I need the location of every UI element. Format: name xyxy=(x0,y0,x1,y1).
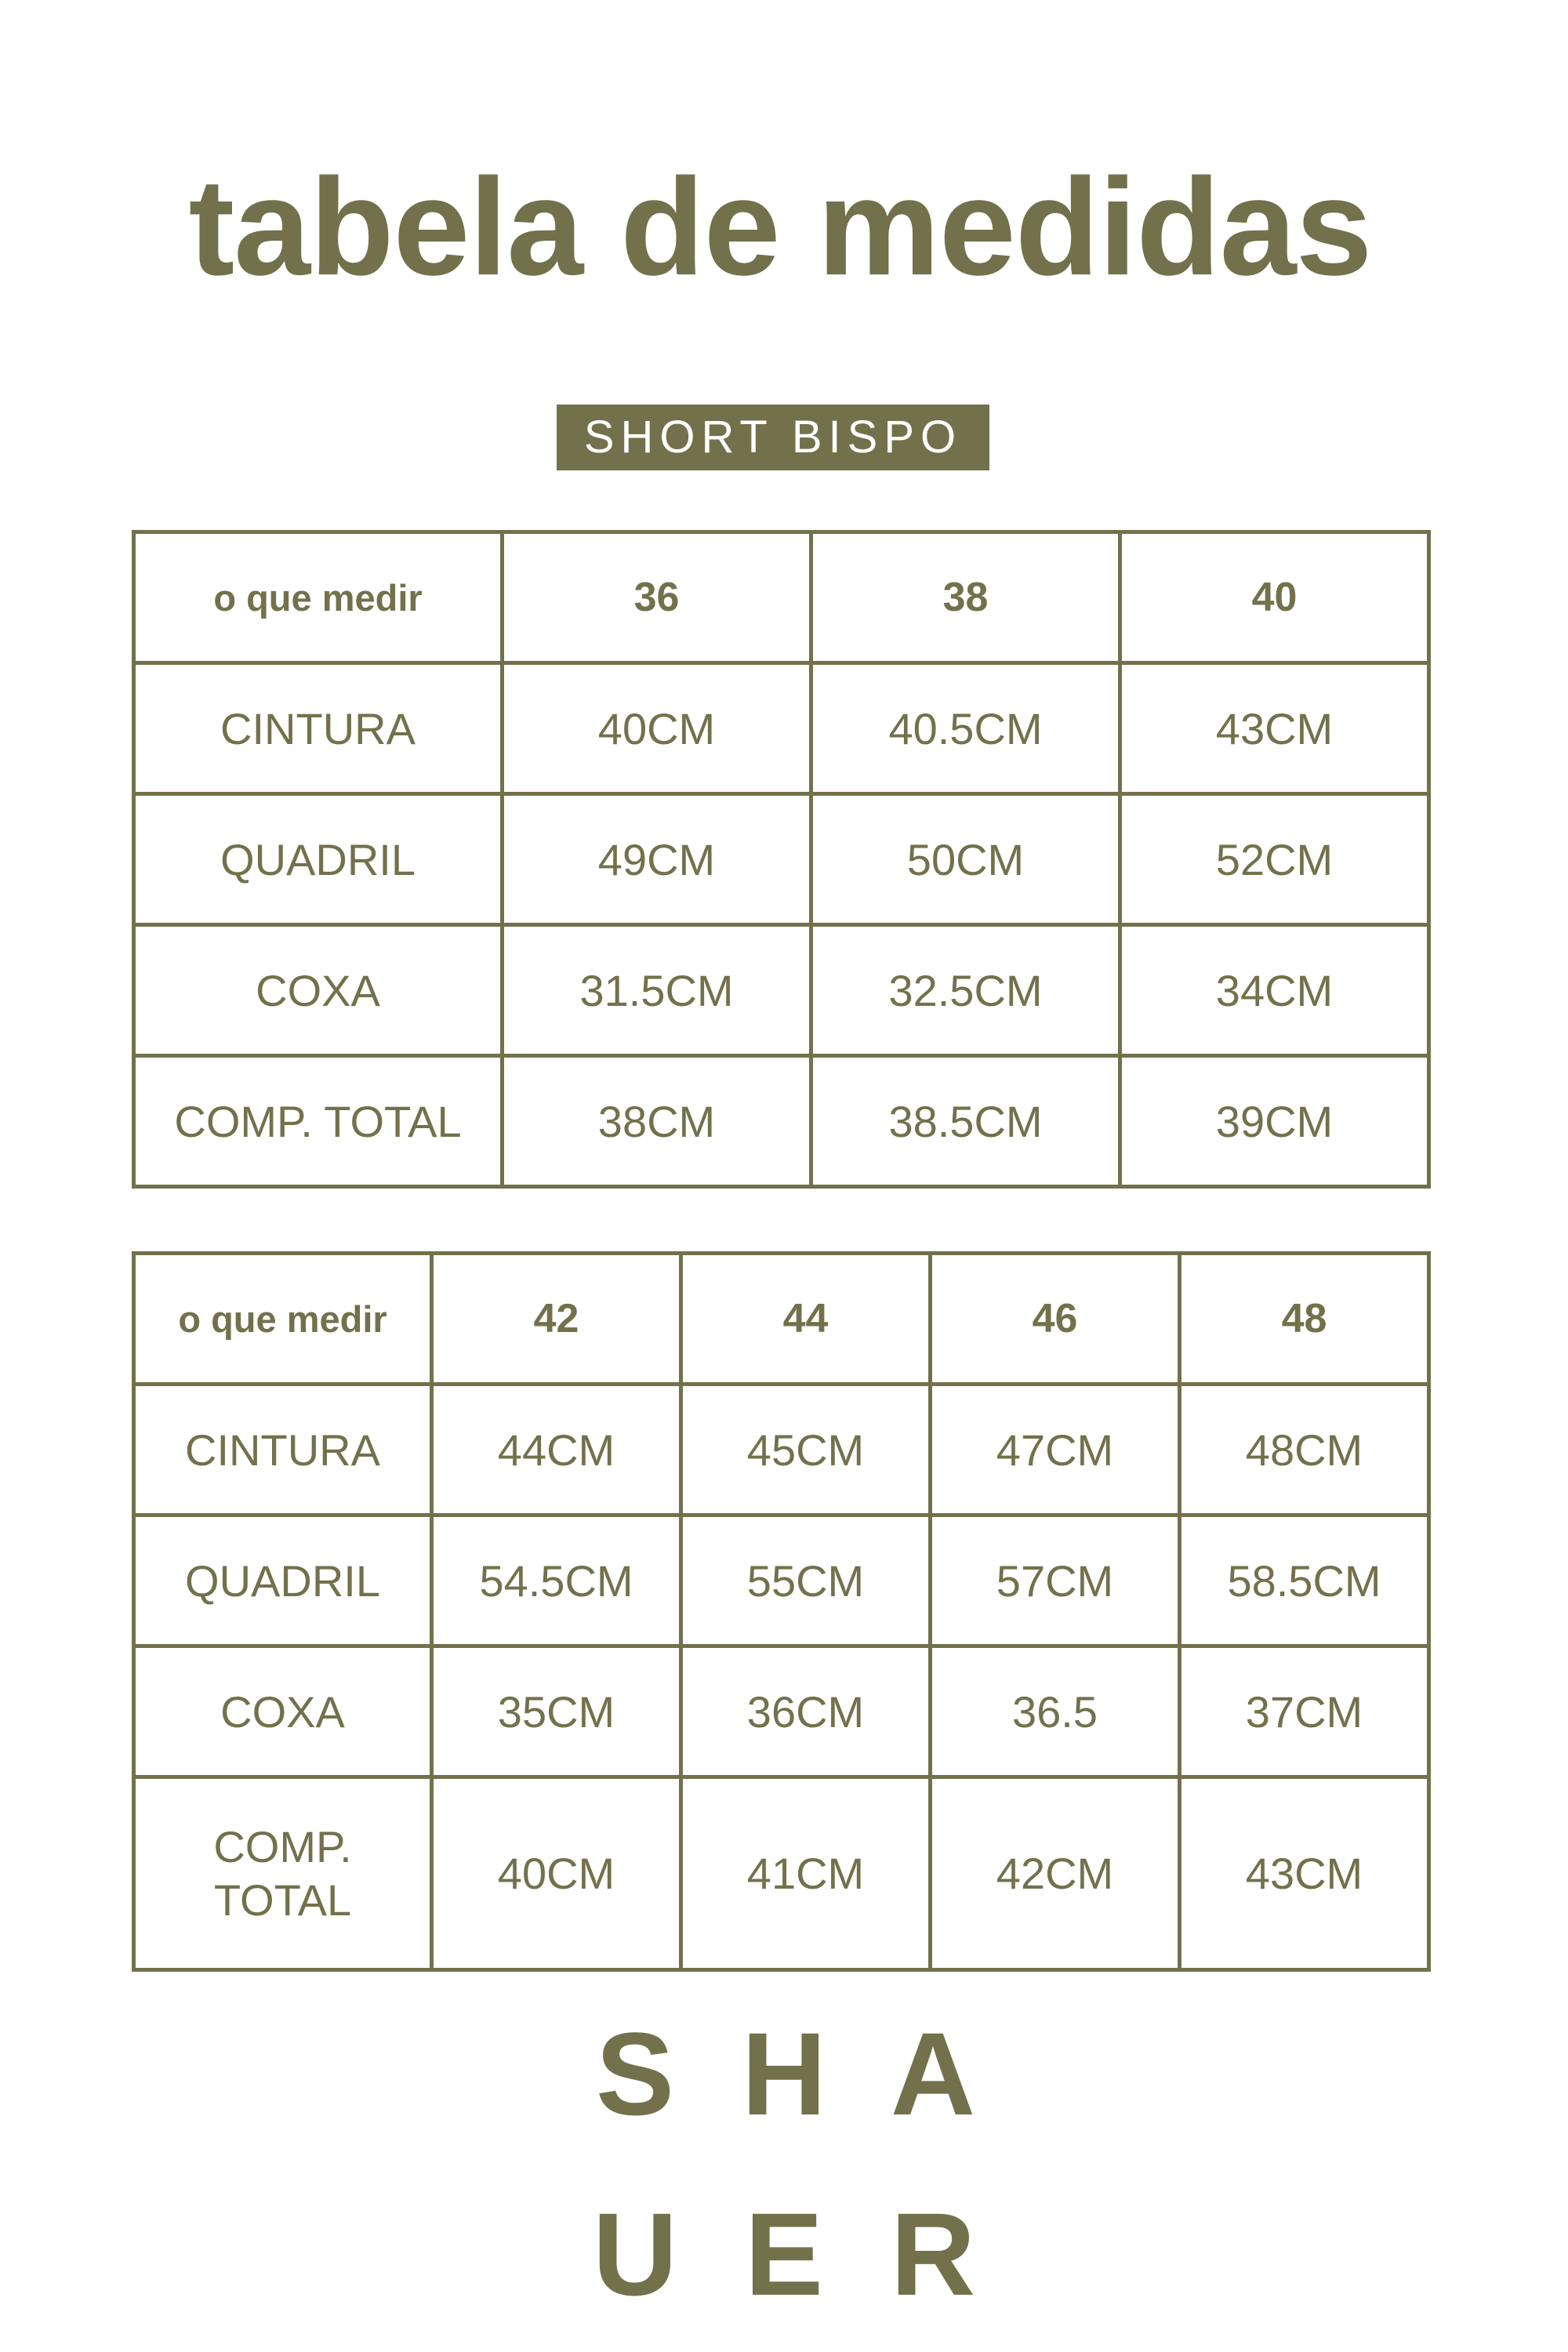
measure-label xyxy=(134,1777,432,1970)
measure-value: 32.5CM xyxy=(811,925,1120,1056)
measure-label: COXA xyxy=(134,1646,432,1777)
measure-value: 39CM xyxy=(1120,1056,1429,1187)
table-row xyxy=(134,925,1429,1056)
size-header: 36 xyxy=(503,532,811,663)
measure-value: 31.5CM xyxy=(503,925,811,1056)
measure-value: 45CM xyxy=(681,1385,931,1515)
size-header: 40 xyxy=(1120,532,1429,663)
measure-value: 43CM xyxy=(1180,1777,1429,1970)
size-header: 46 xyxy=(931,1254,1180,1385)
measure-value: 43CM xyxy=(1120,663,1429,794)
measure-value: 40CM xyxy=(432,1777,681,1970)
measure-value: 48CM xyxy=(1180,1385,1429,1515)
measure-value: 57CM xyxy=(931,1515,1180,1646)
brand-letter: H xyxy=(741,2008,827,2140)
brand-letter: U xyxy=(592,2188,678,2320)
measure-label: CINTURA xyxy=(134,1385,432,1515)
measure-value: 40.5CM xyxy=(811,663,1120,794)
measure-value: 38.5CM xyxy=(811,1056,1120,1187)
measure-value: 52CM xyxy=(1120,794,1429,925)
brand-letter: R xyxy=(890,2188,976,2320)
measure-value: 58.5CM xyxy=(1180,1515,1429,1646)
table-row xyxy=(134,1056,1429,1187)
measure-value: 38CM xyxy=(503,1056,811,1187)
brand-letter: E xyxy=(744,2188,824,2320)
size-table-2 xyxy=(132,1251,1431,1972)
measure-value: 42CM xyxy=(931,1777,1180,1970)
measure-value: 44CM xyxy=(432,1385,681,1515)
measure-value: 35CM xyxy=(432,1646,681,1777)
table-header-row xyxy=(134,1254,1429,1385)
measure-label: QUADRIL xyxy=(134,1515,432,1646)
brand-letter: S xyxy=(595,2008,675,2140)
brand-logo-line-2 xyxy=(0,2187,1568,2321)
table-row xyxy=(134,794,1429,925)
measure-value: 36CM xyxy=(681,1646,931,1777)
measure-column-header: o que medir xyxy=(134,532,503,663)
measure-column-header: o que medir xyxy=(134,1254,432,1385)
measure-label-text: COMP. TOTAL xyxy=(213,1821,352,1925)
brand-letter: A xyxy=(890,2008,976,2140)
size-header: 42 xyxy=(432,1254,681,1385)
page-title: tabela de medidas xyxy=(188,151,1372,304)
measure-label: COXA xyxy=(134,925,503,1056)
brand-logo-line-1 xyxy=(0,2007,1568,2140)
measure-value: 34CM xyxy=(1120,925,1429,1056)
table-row xyxy=(134,663,1429,794)
table-row xyxy=(134,1385,1429,1515)
table-row xyxy=(134,1777,1429,1970)
measure-value: 40CM xyxy=(503,663,811,794)
table-header-row xyxy=(134,532,1429,663)
size-header: 38 xyxy=(811,532,1120,663)
table-row xyxy=(134,1646,1429,1777)
measure-value: 36.5 xyxy=(931,1646,1180,1777)
measure-label: CINTURA xyxy=(134,663,503,794)
product-badge: SHORT BISPO xyxy=(557,405,989,470)
measure-value: 50CM xyxy=(811,794,1120,925)
size-header: 48 xyxy=(1180,1254,1429,1385)
measure-label: COMP. TOTAL xyxy=(134,1056,503,1187)
size-table-1 xyxy=(132,530,1431,1189)
measure-value: 37CM xyxy=(1180,1646,1429,1777)
size-header: 44 xyxy=(681,1254,931,1385)
measure-value: 41CM xyxy=(681,1777,931,1970)
measure-value: 54.5CM xyxy=(432,1515,681,1646)
measure-value: 47CM xyxy=(931,1385,1180,1515)
measure-label: QUADRIL xyxy=(134,794,503,925)
measure-value: 49CM xyxy=(503,794,811,925)
measure-value: 55CM xyxy=(681,1515,931,1646)
table-row xyxy=(134,1515,1429,1646)
